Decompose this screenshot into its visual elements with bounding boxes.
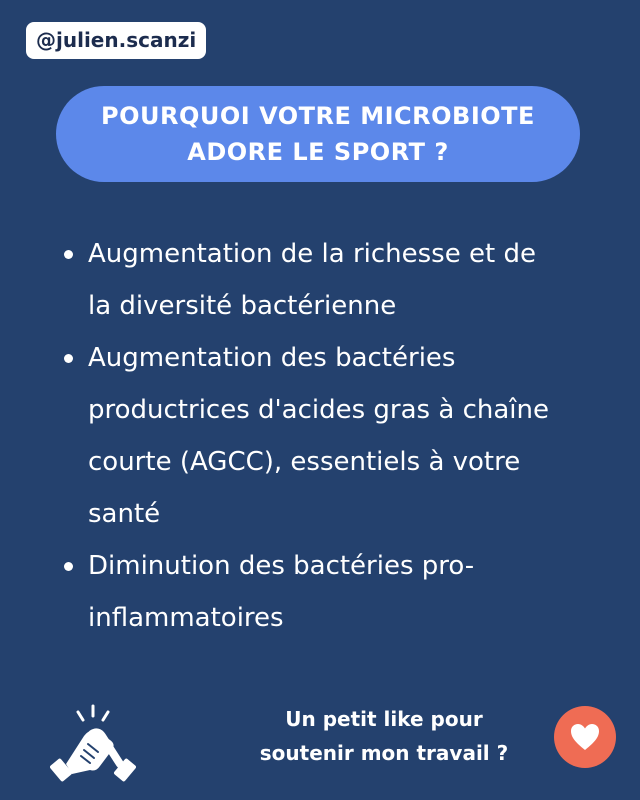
title-line-2: ADORE LE SPORT ? — [187, 138, 449, 166]
cta-line-1: Un petit like pour — [285, 707, 483, 731]
list-item — [60, 540, 600, 644]
title-line-1: POURQUOI VOTRE MICROBIOTE — [101, 102, 535, 130]
page-title — [101, 98, 535, 170]
bullet-dot-icon — [64, 354, 73, 363]
list-item-line: Augmentation de la richesse et de — [88, 239, 536, 269]
heart-icon — [569, 722, 601, 752]
handshake-icon — [50, 700, 136, 786]
list-item-line: la diversité bactérienne — [88, 291, 397, 321]
list-item-line: inflammatoires — [88, 603, 284, 633]
like-call-to-action — [224, 702, 544, 770]
cta-line-2: soutenir mon travail ? — [259, 741, 509, 765]
list-item-line: Diminution des bactéries pro- — [88, 551, 475, 581]
bullet-dot-icon — [64, 562, 73, 571]
account-handle-badge[interactable]: @julien.scanzi — [26, 22, 206, 59]
list-item-line: productrices d'acides gras à chaîne — [88, 395, 549, 425]
title-pill — [56, 86, 580, 182]
list-item — [60, 228, 600, 332]
list-item — [60, 332, 600, 540]
like-button[interactable] — [554, 706, 616, 768]
list-item-line: santé — [88, 499, 161, 529]
bullet-dot-icon — [64, 250, 73, 259]
benefits-list — [60, 228, 600, 644]
list-item-line: courte (AGCC), essentiels à votre — [88, 447, 521, 477]
list-item-line: Augmentation des bactéries — [88, 343, 456, 373]
